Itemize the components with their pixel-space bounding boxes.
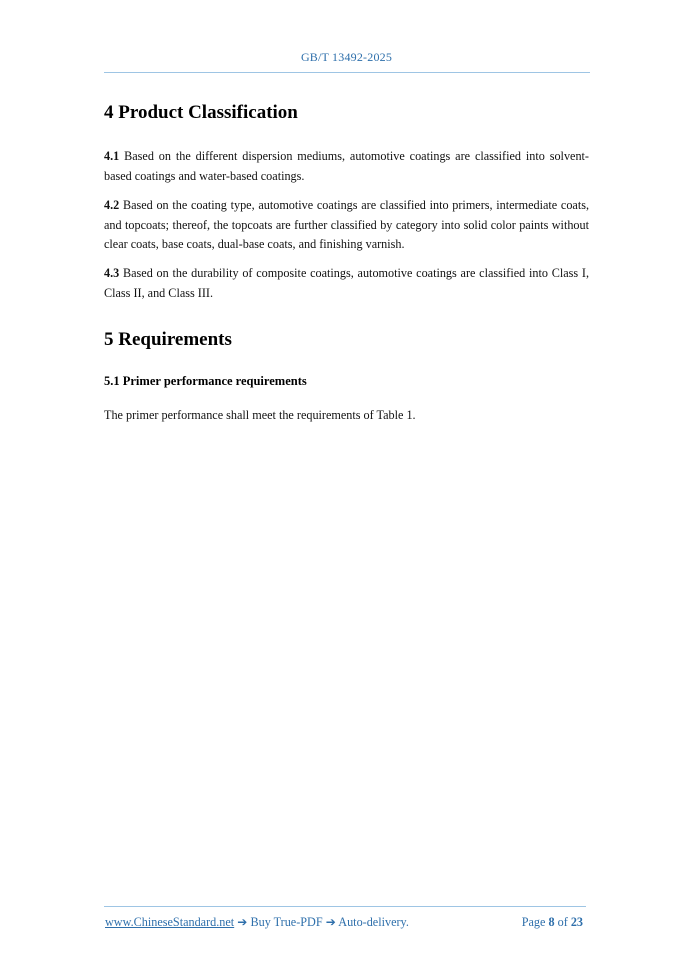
clause-text-4-1: Based on the different dispersion mediums, automotive coatings are classified into solvent-based coatings and water-based coatings.: [104, 149, 589, 183]
paragraph-4-1: [104, 147, 589, 186]
clause-number-4-1: 4.1: [104, 149, 120, 163]
site-link[interactable]: www.ChineseStandard.net: [105, 915, 235, 929]
clause-text-4-2: Based on the coating type, automotive coatings are classified into primers, intermediate coats, and topcoats; thereof, the topcoats are further classified by category into solid color paints without clear coats, base coats, dual-base coats, and finishing varnish.: [104, 198, 589, 251]
footer-divider: [104, 906, 586, 907]
arrow-icon: ➔: [234, 915, 251, 929]
buy-text: Buy True-PDF: [250, 915, 323, 929]
subsection-5-1-heading: 5.1 Primer performance requirements: [104, 374, 307, 388]
page-current: 8: [548, 915, 555, 929]
header-divider: [104, 72, 590, 73]
page-number: [522, 915, 583, 930]
delivery-text: Auto-delivery.: [338, 915, 409, 929]
page-total: 23: [570, 915, 583, 929]
paragraph-5-1: The primer performance shall meet the requirements of Table 1.: [104, 408, 416, 422]
paragraph-4-2: [104, 196, 589, 255]
paragraph-4-3: [104, 264, 589, 303]
clause-text-4-3: Based on the durability of composite coatings, automotive coatings are classified into Class I, Class II, and Class III.: [104, 266, 589, 300]
clause-number-4-2: 4.2: [104, 198, 120, 212]
footer-promo: [105, 915, 409, 930]
page-label: Page: [521, 915, 549, 929]
section-4-heading: 4 Product Classification: [104, 102, 298, 123]
page-of-label: of: [554, 915, 571, 929]
running-header: GB/T 13492-2025: [300, 50, 393, 64]
section-5-heading: 5 Requirements: [104, 329, 232, 350]
clause-number-4-3: 4.3: [104, 266, 120, 280]
arrow-icon: ➔: [322, 915, 339, 929]
